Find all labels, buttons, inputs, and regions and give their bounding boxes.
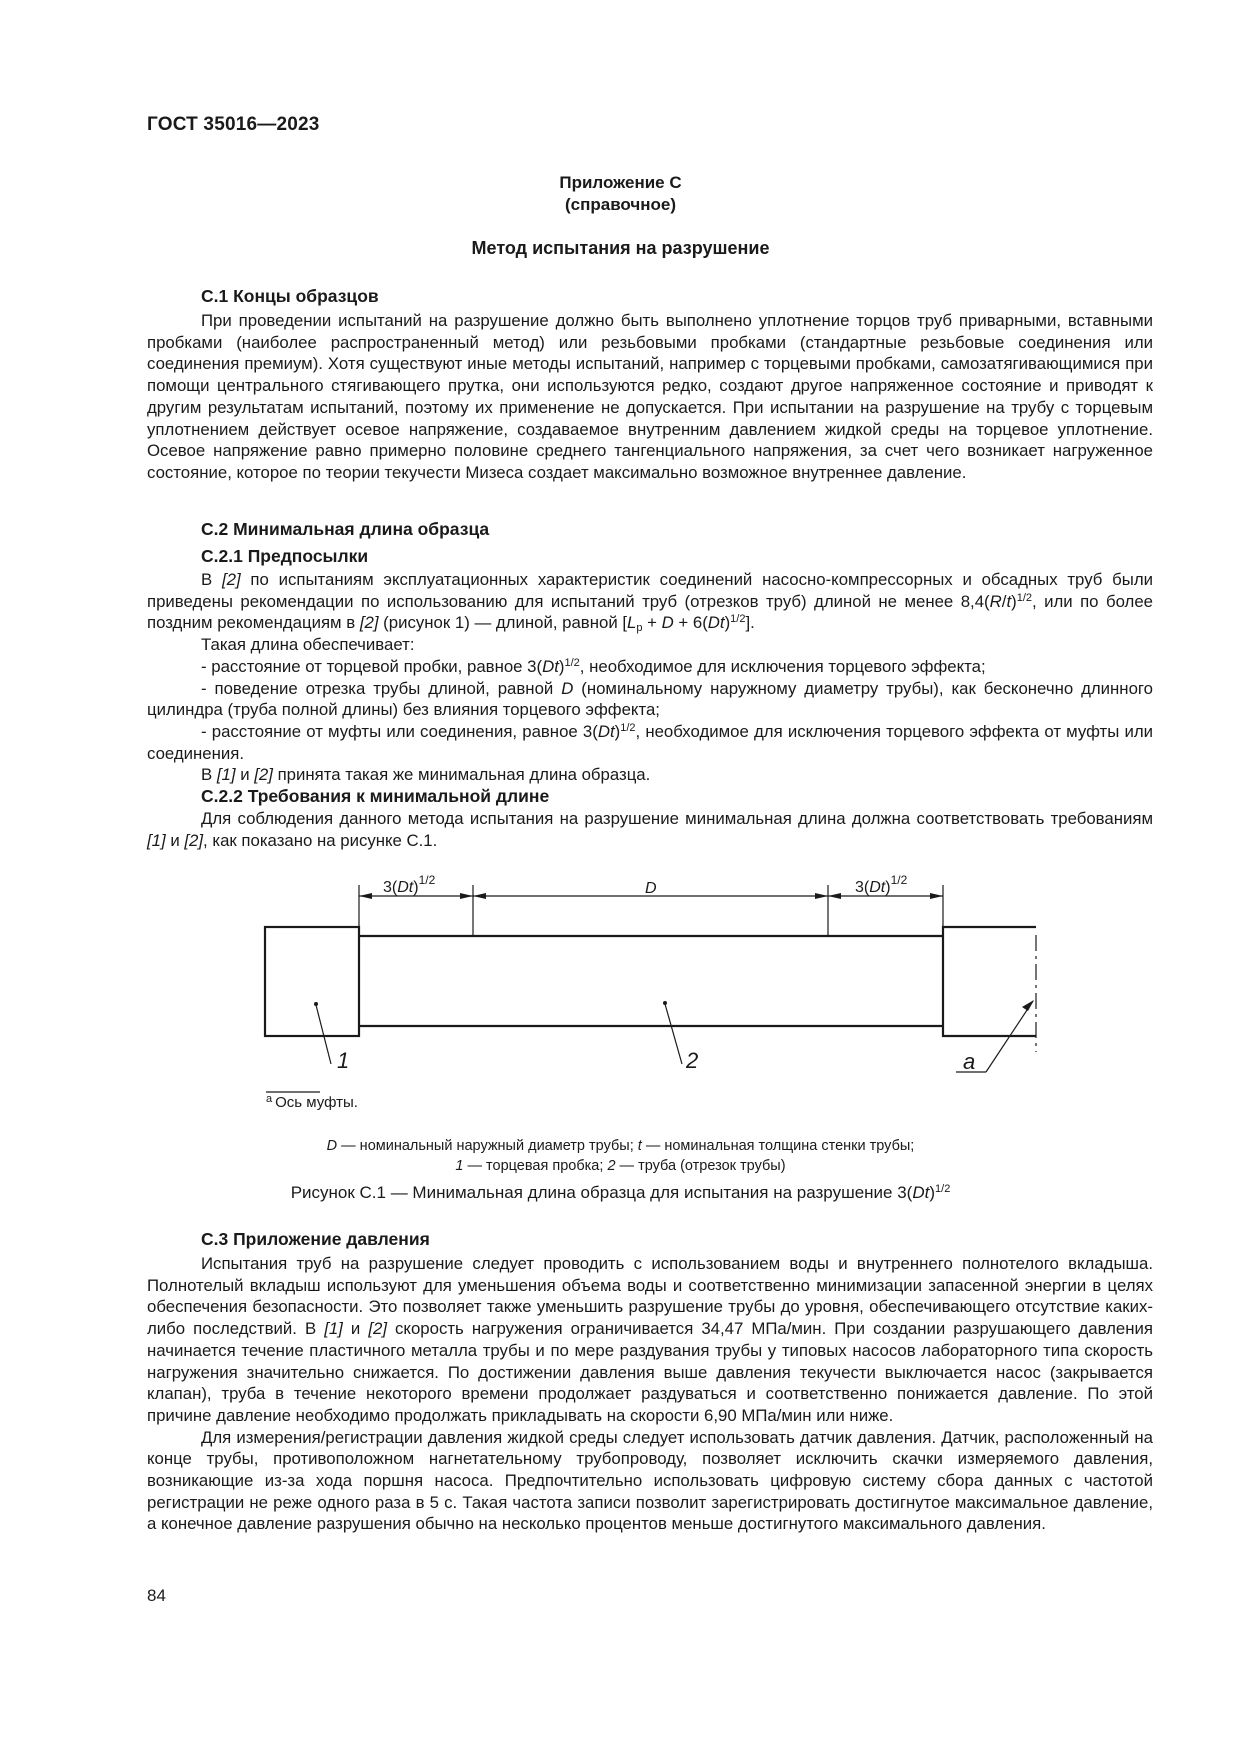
leader-line-1 xyxy=(316,1005,331,1064)
reference-1: [1] xyxy=(324,1319,343,1339)
figure-label-1: 1 xyxy=(337,1048,350,1073)
page-number: 84 xyxy=(147,1586,166,1605)
legend-line: 1 — торцевая пробка; 2 — труба (отрезок трубы) xyxy=(455,1158,786,1174)
leader-line-2 xyxy=(665,1004,682,1064)
arrowhead xyxy=(473,893,486,899)
dimension-label-left: $3(Dt)^{1/2}$ xyxy=(383,873,436,896)
section-c22-paragraph: Для соблюдения данного метода испытания на разрушение минимальная длина должна соответствовать требованиям [1] и [2], как показано на рисунке С.1. xyxy=(147,809,1153,850)
coupling-shape xyxy=(943,927,1036,1036)
arrowhead xyxy=(930,893,943,899)
figure-legend xyxy=(0,1136,1241,1176)
figure-label-2: 2 xyxy=(686,1048,699,1073)
figure-caption: Рисунок С.1 — Минимальная длина образца для испытания на разрушение $3(Dt)^{1/2}$ xyxy=(290,1183,951,1202)
annex-title: Приложение С xyxy=(559,173,682,192)
document-code: ГОСТ 35016—2023 xyxy=(147,114,320,135)
section-c21-paragraph: В [2] по испытаниям эксплуатационных характеристик соединений насосно-компрессорных и обсадных труб были приведены рекомендации по использованию для испытаний труб (отрезков труб) длиной не менее $8,4(R/t)^{1/2}$, или по более поздним рекомендациям в [2] (рисунок 1) — длиной, равной $[L_p + D + 6(Dt)^{1/2}]$. xyxy=(147,570,1153,635)
reference-1: [1] xyxy=(216,765,236,785)
leader-dot xyxy=(314,1002,318,1006)
reference-2: [2] xyxy=(359,613,379,633)
annex-kind: (справочное) xyxy=(564,195,677,214)
arrowhead xyxy=(460,893,473,899)
list-item: - поведение отрезка трубы длиной, равной D (номинальному наружному диаметру трубы), как бесконечно длинного цилиндра (труба полной длины) без влияния торцевого эффекта; xyxy=(147,678,1153,720)
reference-1: [1] xyxy=(147,830,166,850)
reference-2: [2] xyxy=(254,765,273,785)
list-intro: Такая длина обеспечивает: xyxy=(201,635,415,655)
section-c2-heading: С.2 Минимальная длина образца xyxy=(201,519,490,539)
paragraph: В [1] и [2] принята такая же минимальная длина образца. xyxy=(201,765,651,785)
end-plug-shape xyxy=(265,927,359,1036)
reference-2: [2] xyxy=(221,570,241,589)
document-title: Метод испытания на разрушение xyxy=(471,238,770,258)
arrowhead xyxy=(815,893,828,899)
section-c1-heading: С.1 Концы образцов xyxy=(201,286,379,306)
list-item: - расстояние от торцевой пробки, равное $3(Dt)^{1/2}$, необходимое для исключения торцевого эффекта; xyxy=(201,656,986,676)
section-c21-heading: С.2.1 Предпосылки xyxy=(201,546,369,566)
section-c3-heading: С.3 Приложение давления xyxy=(201,1229,430,1249)
section-c1-paragraph: При проведении испытаний на разрушение должно быть выполнено уплотнение торцов труб приварными, вставными пробками (наиболее распространенный метод) или резьбовыми пробками (стандартные резьбовые соединения или соединения премиум). Хотя существуют иные методы испытаний, например с торцевыми пробками, самозатягивающимися при помощи центрального стягивающего прутка, они используются редко, создают другое напряженное состояние и приводят к другим результатам испытаний, поэтому их применение не допускается. При испытании на разрушение на трубу с торцевым уплотнением действует осевое напряжение, создаваемое внутренним давлением жидкой среды на торцевое уплотнение. Осевое напряжение равно примерно половине среднего тангенциального напряжения, за счет чего возникает нагруженное состояние, которое по теории текучести Мизеса создает максимально возможное внутреннее давление. xyxy=(147,311,1153,482)
section-c3-paragraph: Испытания труб на разрушение следует проводить с использованием воды и внутреннего полнотелого вкладыша. Полнотелый вкладыш используют для уменьшения объема воды и соответственно минимизации запасенной энергии в целях обеспечения безопасности. Это позволяет также уменьшить разрушение трубы до уровня, обеспечивающего отсутствие каких-либо последствий. В [1] и [2] скорость нагружения ограничивается 34,47 МПа/мин. При создании разрушающего давления начинается течение пластичного металла трубы и по мере раздувания трубы у типовых насосов лабораторного типа скорость нагружения значительно снижается. По достижении давления выше давления текучести выключается насос (закрывается клапан), труба в течение некоторого времени продолжает раздуваться и соответственно понижается давление. По этой причине давление необходимо продолжать прикладывать на скорости 6,90 МПа/мин или ниже. xyxy=(147,1254,1153,1425)
arrowhead xyxy=(1022,1000,1034,1011)
dimension-label-right: $3(Dt)^{1/2}$ xyxy=(855,873,908,896)
arrowhead xyxy=(828,893,841,899)
list-item: - расстояние от муфты или соединения, равное $3(Dt)^{1/2}$, необходимое для исключения торцевого эффекта от муфты или соединения. xyxy=(147,721,1153,763)
footnote: $^a$ Ось муфты. xyxy=(266,1093,358,1111)
reference-2: [2] xyxy=(368,1319,387,1339)
leader-dot xyxy=(663,1001,667,1005)
section-c22-heading: С.2.2 Требования к минимальной длине xyxy=(201,786,550,806)
legend-line: D — номинальный наружный диаметр трубы; t — номинальная толщина стенки трубы; xyxy=(326,1138,915,1154)
section-c3-body xyxy=(147,1253,1153,1535)
section-c3-paragraph: Для измерения/регистрации давления жидкой среды следует использовать датчик давления. Датчик, расположенный на конце трубы, противоположном нагнетательному трубопроводу, позволяет исключить скачки измеряемого давления, возникающие из-за хода поршня насоса. Предпочтительно использовать цифровую систему сбора данных с частотой регистрации не реже одного раза в 5 с. Такая частота записи позволит зарегистрировать достигнутое максимальное давление, а конечное давление разрушения обычно на несколько процентов меньше достигнутого максимального давления. xyxy=(147,1427,1153,1534)
figure-label-a: a xyxy=(963,1049,976,1074)
dimension-label-middle: D xyxy=(645,880,657,897)
reference-2: [2] xyxy=(184,830,204,850)
arrowhead xyxy=(359,893,372,899)
